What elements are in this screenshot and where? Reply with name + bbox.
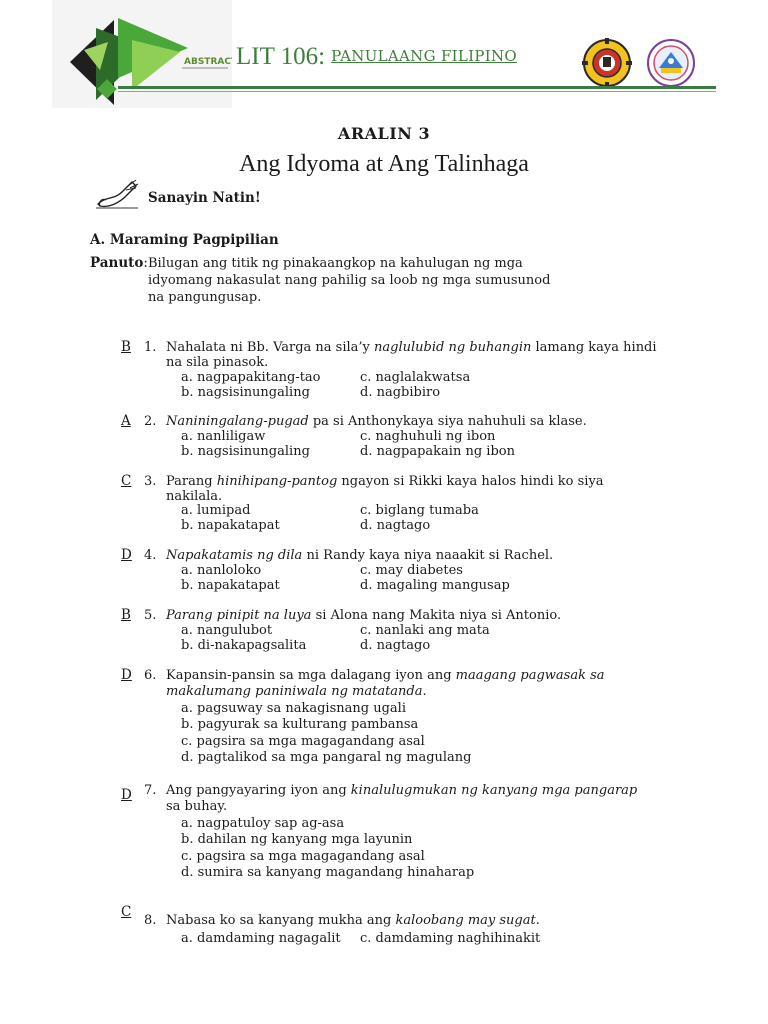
option-c[interactable]: c. biglang tumaba	[360, 503, 479, 518]
option-a[interactable]: a. nangulubot	[181, 623, 273, 638]
option-c[interactable]: c. may diabetes	[360, 563, 463, 578]
option-c[interactable]: c. pagsira sa mga magagandang asal	[181, 849, 425, 864]
section-heading: A. Maraming Pagpipilian	[90, 232, 279, 248]
question-stem: Naniningalang-pugad pa si Anthonykaya siya nahuhuli sa klase.	[166, 414, 587, 429]
option-d[interactable]: d. nagtago	[360, 638, 431, 653]
course-header	[236, 43, 517, 71]
idiom: Parang pinipit na luya	[166, 608, 312, 623]
question-stem: Parang pinipit na luya si Alona nang Makita niya si Antonio.	[166, 608, 562, 623]
question-number: 4.	[144, 548, 157, 563]
header-rule-thin	[118, 91, 716, 92]
question-number: 1.	[144, 340, 157, 355]
option-b[interactable]: b. napakatapat	[181, 518, 280, 533]
option-a[interactable]: a. nagpatuloy sap ag-asa	[181, 816, 345, 831]
option-d[interactable]: d. pagtalikod sa mga pangaral ng magulang	[181, 750, 472, 765]
idiom: makalumang paniniwala ng matatanda	[166, 684, 423, 699]
answer-mark: C	[121, 473, 132, 489]
college-seal-icon	[645, 38, 695, 88]
option-b[interactable]: b. napakatapat	[181, 578, 280, 593]
option-b[interactable]: b. dahilan ng kanyang mga layunin	[181, 832, 413, 847]
question-stem: Parang hinihipang-pantog ngayon si Rikki kaya halos hindi ko siya	[166, 474, 604, 489]
instructions-line: idyomang nakasulat nang pahilig sa loob ng mga sumusunod	[148, 273, 551, 288]
idiom: naglulubid ng buhangin	[374, 340, 532, 355]
answer-mark: A	[121, 413, 131, 429]
idiom: kinalulugmukan ng kanyang mga pangarap	[350, 783, 638, 798]
course-code: LIT 106:	[236, 43, 326, 70]
instructions-label: Panuto:	[90, 255, 148, 271]
answer-mark: C	[121, 904, 132, 920]
question-stem-cont: sa buhay.	[166, 799, 228, 814]
option-b[interactable]: b. nagsisinungaling	[181, 444, 310, 459]
idiom: kaloobang may sugat	[395, 913, 536, 928]
question-stem: Napakatamis ng dila ni Randy kaya niya naaakit si Rachel.	[166, 548, 554, 563]
option-d[interactable]: d. magaling mangusap	[360, 578, 510, 593]
option-c[interactable]: c. naghuhuli ng ibon	[360, 429, 496, 444]
answer-mark: D	[121, 787, 132, 803]
question-number: 5.	[144, 608, 157, 623]
option-a[interactable]: a. pagsuway sa nakagisnang ugali	[181, 701, 406, 716]
option-b[interactable]: b. pagyurak sa kulturang pambansa	[181, 717, 419, 732]
option-a[interactable]: a. nanliligaw	[181, 429, 266, 444]
idiom: Napakatamis ng dila	[166, 548, 303, 563]
idiom: hinihipang-pantog	[216, 474, 338, 489]
instructions-line: na pangungusap.	[148, 290, 262, 305]
option-c[interactable]: c. damdaming naghihinakit	[360, 931, 541, 946]
question-stem: Ang pangyayaring iyon ang kinalulugmukan ng kanyang mga pangarap	[166, 783, 638, 798]
header-rule	[118, 86, 716, 89]
question-number: 7.	[144, 783, 157, 798]
option-a[interactable]: a. nagpapakitang-tao	[181, 370, 321, 385]
option-a[interactable]: a. nanloloko	[181, 563, 262, 578]
answer-mark: D	[121, 547, 132, 563]
idiom: maagang pagwasak sa	[455, 668, 605, 683]
question-stem-cont: na sila pinasok.	[166, 355, 269, 370]
option-d[interactable]: d. nagtago	[360, 518, 431, 533]
question-stem: Kapansin-pansin sa mga dalagang iyon ang maagang pagwasak sa	[166, 668, 605, 683]
instructions-text	[148, 255, 568, 306]
logo-text: ABSTRACT	[184, 57, 232, 67]
option-b[interactable]: b. di-nakapagsalita	[181, 638, 307, 653]
answer-mark: B	[121, 339, 131, 355]
option-b[interactable]: b. nagsisinungaling	[181, 385, 310, 400]
answer-mark: B	[121, 607, 131, 623]
lesson-number: ARALIN 3	[337, 124, 431, 143]
answer-mark: D	[121, 667, 132, 683]
question-stem-cont: nakilala.	[166, 489, 223, 504]
course-subject: PANULAANG FILIPINO	[331, 47, 518, 65]
option-a[interactable]: a. damdaming nagagalit	[181, 931, 341, 946]
option-d[interactable]: d. nagbibiro	[360, 385, 441, 400]
question-number: 3.	[144, 474, 157, 489]
option-c[interactable]: c. pagsira sa mga magagandang asal	[181, 734, 425, 749]
question-stem: Nabasa ko sa kanyang mukha ang kaloobang may sugat.	[166, 913, 540, 928]
option-a[interactable]: a. lumipad	[181, 503, 251, 518]
option-c[interactable]: c. naglalakwatsa	[360, 370, 471, 385]
page-title: Ang Idyoma at Ang Talinhaga	[239, 151, 529, 177]
university-seal-icon	[582, 38, 632, 88]
option-c[interactable]: c. nanlaki ang mata	[360, 623, 490, 638]
question-number: 8.	[144, 913, 157, 928]
option-d[interactable]: d. sumira sa kanyang magandang hinaharap	[181, 865, 475, 880]
instructions-line: Bilugan ang titik ng pinakaangkop na kahulugan ng mga	[148, 256, 523, 271]
practice-label: Sanayin Natin!	[148, 190, 261, 206]
question-number: 2.	[144, 414, 157, 429]
writing-hand-icon	[92, 178, 142, 212]
question-stem: Nahalata ni Bb. Varga na sila’y naglulubid ng buhangin lamang kaya hindi	[166, 340, 657, 355]
idiom: Naniningalang-pugad	[166, 414, 309, 429]
option-d[interactable]: d. nagpapakain ng ibon	[360, 444, 515, 459]
question-number: 6.	[144, 668, 157, 683]
question-stem-cont: makalumang paniniwala ng matatanda.	[166, 684, 427, 699]
